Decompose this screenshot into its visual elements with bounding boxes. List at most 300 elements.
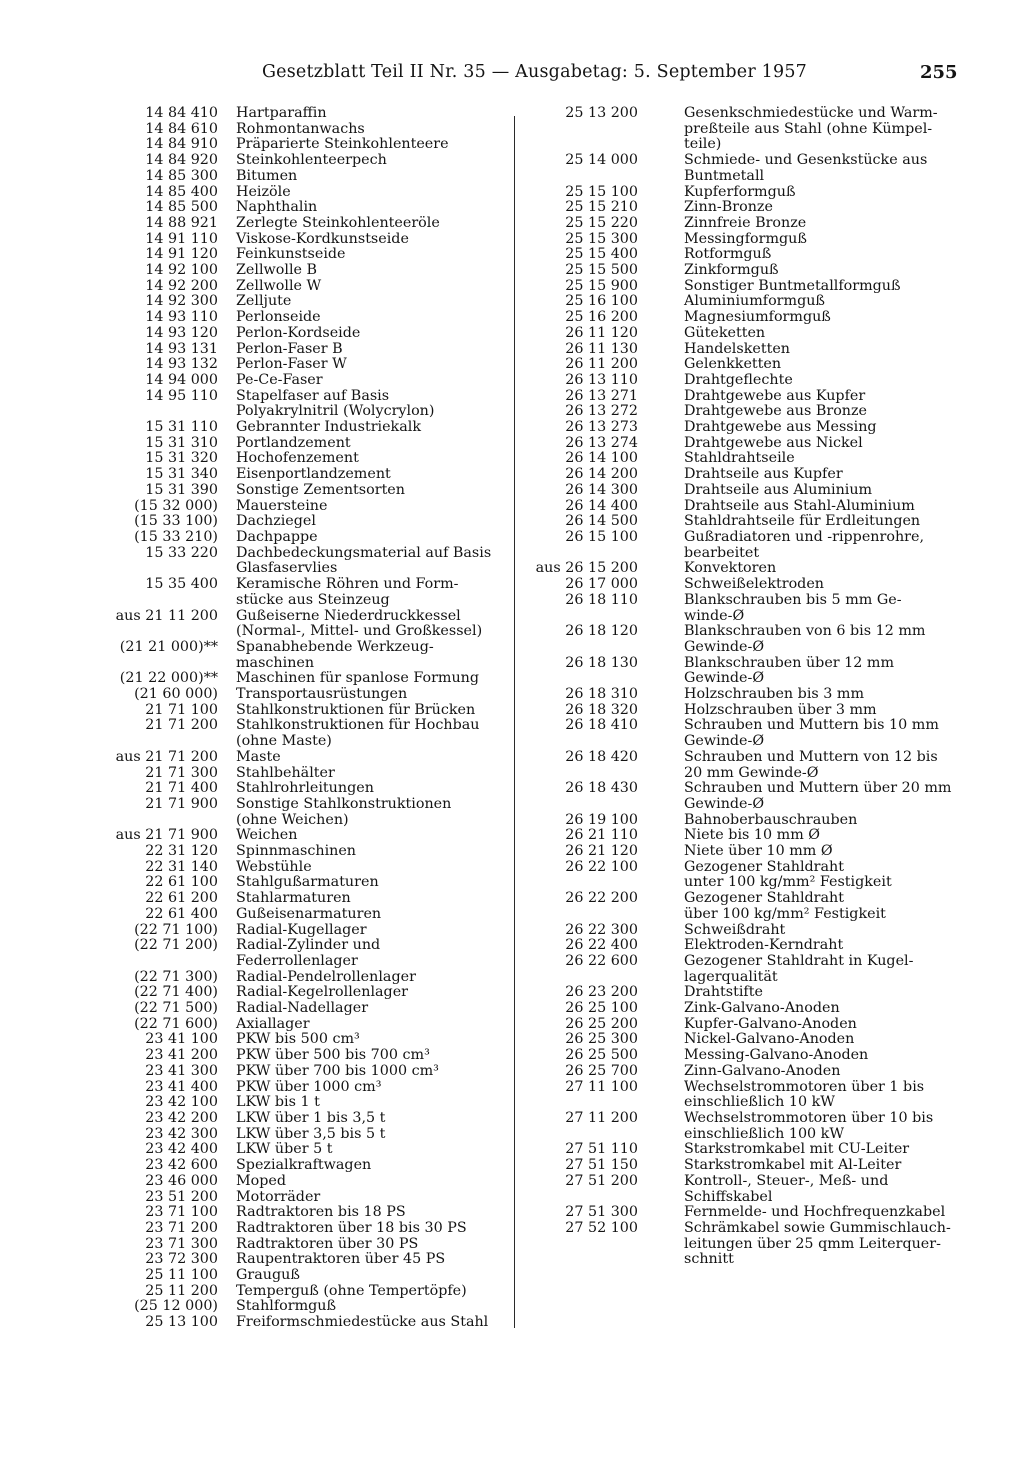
description-line: Radtraktoren über 30 PS [236,1235,419,1252]
list-item [534,1017,964,1033]
item-code: (22 71 500) [134,1000,218,1017]
list-item [534,750,964,781]
description-line: Stahlkonstruktionen für Brücken [236,701,476,718]
item-code: 26 22 600 [565,952,638,969]
description-line: Radtraktoren bis 18 PS [236,1204,406,1221]
item-description [236,609,512,640]
description-line: Schrauben und Muttern über 20 mm [684,780,952,797]
item-code: 26 18 420 [565,748,638,765]
description-line: Rohmontanwachs [236,120,365,137]
description-line: Niete über 10 mm Ø [684,843,833,860]
description-line: (ohne Maste) [236,733,332,750]
item-description [236,797,512,828]
item-description [236,546,512,577]
list-item [82,373,512,389]
item-code: 26 22 400 [565,937,638,954]
list-item [82,420,512,436]
description-line: Zinkformguß [684,262,779,279]
item-code: 26 22 100 [565,858,638,875]
right-column [534,106,964,1268]
item-description [236,970,512,986]
item-code: 26 25 700 [565,1062,638,1079]
description-line: Webstühle [236,858,312,875]
item-code: (22 71 100) [134,921,218,938]
description-line: Bahnoberbauschrauben [684,811,858,828]
description-line: 20 mm Gewinde-Ø [684,764,819,781]
item-code: 14 92 100 [145,262,218,279]
description-line: LKW über 5 t [236,1141,333,1158]
description-line: Gußeisenarmaturen [236,905,382,922]
item-code: 21 71 900 [145,795,218,812]
item-description [684,216,964,232]
item-description [236,294,512,310]
item-code: 26 18 410 [565,717,638,734]
description-line: Zellwolle B [236,262,318,279]
item-description [684,656,964,687]
list-item [534,404,964,420]
description-line: Fernmelde- und Hochfrequenzkabel [684,1204,946,1221]
item-description [684,860,964,891]
list-item [82,1284,512,1300]
list-item [82,1268,512,1284]
item-code: 15 31 310 [145,434,218,451]
list-item [82,844,512,860]
item-code: (21 60 000) [134,686,218,703]
list-item [82,153,512,169]
description-line: Radial-Zylinder und [236,937,381,954]
item-description [236,1221,512,1237]
description-line: Kupferformguß [684,183,796,200]
list-item [82,1032,512,1048]
item-code: 26 18 320 [565,701,638,718]
description-line: Wechselstrommotoren über 1 bis [684,1078,925,1095]
item-description [684,703,964,719]
list-item [82,907,512,923]
item-code: 25 11 200 [145,1282,218,1299]
item-code: 25 15 500 [565,262,638,279]
description-line: Starkstromkabel mit CU-Leiter [684,1141,910,1158]
item-description [236,1064,512,1080]
item-description [684,106,964,153]
item-code: 14 93 131 [145,340,218,357]
list-item [82,1299,512,1315]
description-line: Radial-Kugellager [236,921,367,938]
item-description [236,1252,512,1268]
item-code: 15 31 110 [145,419,218,436]
description-line: Messingformguß [684,230,807,247]
description-line: Buntmetall [684,167,765,184]
description-line: Sonstiger Buntmetallformguß [684,277,901,294]
description-line: Holzschrauben bis 3 mm [684,686,865,703]
item-description [236,357,512,373]
item-code: 14 85 300 [145,167,218,184]
list-item [534,828,964,844]
list-item [534,1158,964,1174]
item-code: 26 18 130 [565,654,638,671]
item-code: aus 21 71 200 [115,748,218,765]
list-item [82,232,512,248]
item-code: 14 93 132 [145,356,218,373]
item-description [684,1080,964,1111]
description-line: über 100 kg/mm² Festigkeit [684,905,886,922]
description-line: PKW bis 500 cm³ [236,1031,360,1048]
item-code: 14 95 110 [145,387,218,404]
item-code: 26 22 200 [565,890,638,907]
list-item [82,530,512,546]
description-line: Zerlegte Steinkohlenteeröle [236,214,440,231]
item-description [236,907,512,923]
list-item [82,216,512,232]
item-code: aus 21 71 900 [115,827,218,844]
description-line: Zellwolle W [236,277,322,294]
list-item [82,467,512,483]
item-code: 26 11 120 [565,324,638,341]
list-item [82,750,512,766]
description-line: Motorräder [236,1188,321,1205]
description-line: leitungen über 25 qmm Leiterquer- [684,1235,941,1252]
item-description [684,389,964,405]
list-item [534,923,964,939]
description-line: Perlonseide [236,309,321,326]
list-item [534,860,964,891]
item-description [684,185,964,201]
item-code: (22 71 200) [134,937,218,954]
item-description [236,169,512,185]
item-code: 22 61 200 [145,890,218,907]
list-item [534,844,964,860]
item-description [684,153,964,184]
description-line: Sonstige Zementsorten [236,481,405,498]
description-line: Glasfaservlies [236,560,338,577]
item-code: 26 18 110 [565,591,638,608]
list-item [82,137,512,153]
item-description [684,373,964,389]
description-line: Schweißdraht [684,921,786,938]
item-description [236,718,512,749]
item-code: (22 71 400) [134,984,218,1001]
list-item [534,891,964,922]
description-line: Radial-Nadellager [236,1000,369,1017]
list-item [82,938,512,969]
list-item [82,483,512,499]
description-line: Sonstige Stahlkonstruktionen [236,795,452,812]
list-item [82,1048,512,1064]
item-description [684,593,964,624]
item-description [684,813,964,829]
description-line: unter 100 kg/mm² Festigkeit [684,874,892,891]
item-description [684,1221,964,1268]
list-item [534,781,964,812]
item-code: (21 21 000)** [119,638,218,655]
description-line: Gewinde-Ø [684,638,765,655]
description-line: lagerqualität [684,968,778,985]
item-description [236,122,512,138]
item-description [684,200,964,216]
item-description [684,1174,964,1205]
item-description [684,1158,964,1174]
item-description [236,1315,512,1331]
description-line: Hochofenzement [236,450,359,467]
list-item [82,703,512,719]
item-description [684,1111,964,1142]
description-line: Schweißelektroden [684,576,824,593]
item-code: 26 13 271 [565,387,638,404]
description-line: Zinnfreie Bronze [684,214,807,231]
item-description [684,294,964,310]
description-line: Stahldrahtseile für Erdleitungen [684,513,921,530]
list-item [534,106,964,153]
item-description [684,357,964,373]
list-item [82,1127,512,1143]
list-item [82,1158,512,1174]
description-line: Axiallager [236,1015,310,1032]
list-item [534,1205,964,1221]
item-description [236,781,512,797]
item-code: 14 84 610 [145,120,218,137]
description-line: Kupfer-Galvano-Anoden [684,1015,857,1032]
item-code: 26 21 110 [565,827,638,844]
item-code: 23 71 100 [145,1204,218,1221]
item-code: 14 84 920 [145,152,218,169]
item-code: 25 14 000 [565,152,638,169]
description-line: Gußeiserne Niederdruckkessel [236,607,461,624]
list-item [82,342,512,358]
description-line: Drahtgewebe aus Messing [684,419,877,436]
item-code: 26 14 100 [565,450,638,467]
list-item [534,1048,964,1064]
item-code: (15 32 000) [134,497,218,514]
item-code: 26 25 100 [565,1000,638,1017]
description-line: Schiffskabel [684,1188,773,1205]
description-line: Maschinen für spanlose Formung [236,670,480,687]
list-item [82,766,512,782]
list-item [534,357,964,373]
item-code: 27 11 200 [565,1110,638,1126]
description-line: Drahtseile aus Kupfer [684,466,843,483]
item-description [684,954,964,985]
description-line: Keramische Röhren und Form- [236,576,459,593]
description-line: Gezogener Stahldraht [684,858,844,875]
description-line: Präparierte Steinkohlenteere [236,136,449,153]
item-description [236,828,512,844]
item-code: 22 31 140 [145,858,218,875]
item-code: 23 46 000 [145,1172,218,1189]
description-line: Elektroden-Kerndraht [684,937,844,954]
description-line: (Normal-, Mittel- und Großkessel) [236,623,483,640]
description-line: Gelenkketten [684,356,782,373]
item-description [684,985,964,1001]
item-description [236,938,512,969]
item-description [236,436,512,452]
item-description [684,1032,964,1048]
item-description [684,577,964,593]
item-code: 27 11 100 [565,1078,638,1095]
item-code: 26 13 273 [565,419,638,436]
description-line: Blankschrauben von 6 bis 12 mm [684,623,926,640]
list-item [82,294,512,310]
list-item [534,593,964,624]
list-item [534,561,964,577]
description-line: Aluminiumformguß [684,293,825,310]
description-line: PKW über 1000 cm³ [236,1078,382,1095]
item-description [236,1190,512,1206]
item-description [236,687,512,703]
item-description [684,750,964,781]
item-code: 21 71 100 [145,701,218,718]
description-line: Pe-Ce-Faser [236,371,323,388]
description-line: Transportausrüstungen [236,686,408,703]
description-line: Gußradiatoren und -rippenrohre, [684,528,924,545]
description-line: Nickel-Galvano-Anoden [684,1031,855,1048]
description-line: Drahtgewebe aus Nickel [684,434,863,451]
list-item [82,1064,512,1080]
list-item [82,169,512,185]
description-line: Drahtseile aus Aluminium [684,481,873,498]
item-code: 25 13 200 [565,105,638,121]
item-code: 14 84 910 [145,136,218,153]
description-line: Polyakrylnitril (Wolycrylon) [236,403,435,420]
description-line: Grauguß [236,1267,300,1284]
list-item [534,389,964,405]
item-code: 25 16 100 [565,293,638,310]
item-description [684,938,964,954]
list-item [82,546,512,577]
list-item [534,310,964,326]
list-item [82,671,512,687]
description-line: Drahtgewebe aus Bronze [684,403,868,420]
description-line: PKW über 700 bis 1000 cm³ [236,1062,439,1079]
description-line: schnitt [684,1251,734,1268]
list-item [82,310,512,326]
description-line: maschinen [236,654,315,671]
description-line: Radial-Kegelrollenlager [236,984,409,1001]
description-line: Steinkohlenteerpech [236,152,387,169]
item-description [684,451,964,467]
item-description [684,530,964,561]
description-line: Eisenportlandzement [236,466,391,483]
description-line: Radial-Pendelrollenlager [236,968,416,985]
list-item [82,985,512,1001]
description-line: Drahtstifte [684,984,763,1001]
item-description [236,1017,512,1033]
page-number: 255 [920,62,958,83]
item-description [236,891,512,907]
item-code: 14 85 500 [145,199,218,216]
item-description [236,671,512,687]
list-item [82,797,512,828]
description-line: Dachbedeckungsmaterial auf Basis [236,544,492,561]
item-code: 26 13 272 [565,403,638,420]
item-code: 14 93 120 [145,324,218,341]
item-code: 26 14 200 [565,466,638,483]
item-code: 23 51 200 [145,1188,218,1205]
description-line: Portlandzement [236,434,351,451]
item-description [236,499,512,515]
item-description [236,985,512,1001]
item-code: aus 21 11 200 [115,607,218,624]
item-code: 26 11 200 [565,356,638,373]
list-item [534,294,964,310]
list-item [82,1252,512,1268]
item-description [236,766,512,782]
item-description [236,310,512,326]
item-code: 25 11 100 [145,1267,218,1284]
list-item [82,1142,512,1158]
left-column [82,106,512,1331]
list-item [82,718,512,749]
list-item [534,577,964,593]
description-line: Mauersteine [236,497,328,514]
list-item [82,451,512,467]
list-item [534,703,964,719]
description-line: Dachziegel [236,513,316,530]
list-item [82,1001,512,1017]
description-line: Feinkunstseide [236,246,346,263]
description-line: Stahlarmaturen [236,890,351,907]
item-code: 22 61 400 [145,905,218,922]
list-item [82,891,512,907]
item-description [236,640,512,671]
item-code: 14 92 300 [145,293,218,310]
description-line: Stahlgußarmaturen [236,874,379,891]
item-code: 25 15 400 [565,246,638,263]
list-item [82,436,512,452]
item-code: 26 23 200 [565,984,638,1001]
item-description [684,718,964,749]
item-description [236,200,512,216]
list-item [534,718,964,749]
list-item [534,1001,964,1017]
list-item [82,875,512,891]
description-line: Wechselstrommotoren über 10 bis [684,1110,934,1126]
list-item [82,781,512,797]
description-line: Dachpappe [236,528,318,545]
item-code: 25 15 300 [565,230,638,247]
list-item [82,1174,512,1190]
description-line: Zinn-Galvano-Anoden [684,1062,841,1079]
item-code: 26 25 300 [565,1031,638,1048]
list-item [534,1142,964,1158]
item-description [236,1268,512,1284]
item-description [236,467,512,483]
item-description [236,1158,512,1174]
list-item [534,153,964,184]
description-line: Schmiede- und Gesenkstücke aus [684,152,928,169]
list-item [534,1221,964,1268]
item-description [684,923,964,939]
item-code: 27 51 150 [565,1157,638,1174]
item-description [236,1048,512,1064]
description-line: Radtraktoren über 18 bis 30 PS [236,1219,467,1236]
description-line: Moped [236,1172,287,1189]
list-item [534,467,964,483]
item-description [236,530,512,546]
list-item [82,923,512,939]
item-code: 27 52 100 [565,1219,638,1236]
item-code: 25 15 900 [565,277,638,294]
item-code: 26 18 430 [565,780,638,797]
description-line: Hartparaffin [236,105,327,121]
description-line: Magnesiumformguß [684,309,831,326]
description-line: einschließlich 100 kW [684,1125,845,1142]
item-code: 26 13 110 [565,371,638,388]
list-item [82,970,512,986]
item-code: 21 71 300 [145,764,218,781]
description-line: Federrollenlager [236,952,358,969]
description-line: Schrauben und Muttern von 12 bis [684,748,938,765]
description-line: Konvektoren [684,560,777,577]
item-description [236,483,512,499]
